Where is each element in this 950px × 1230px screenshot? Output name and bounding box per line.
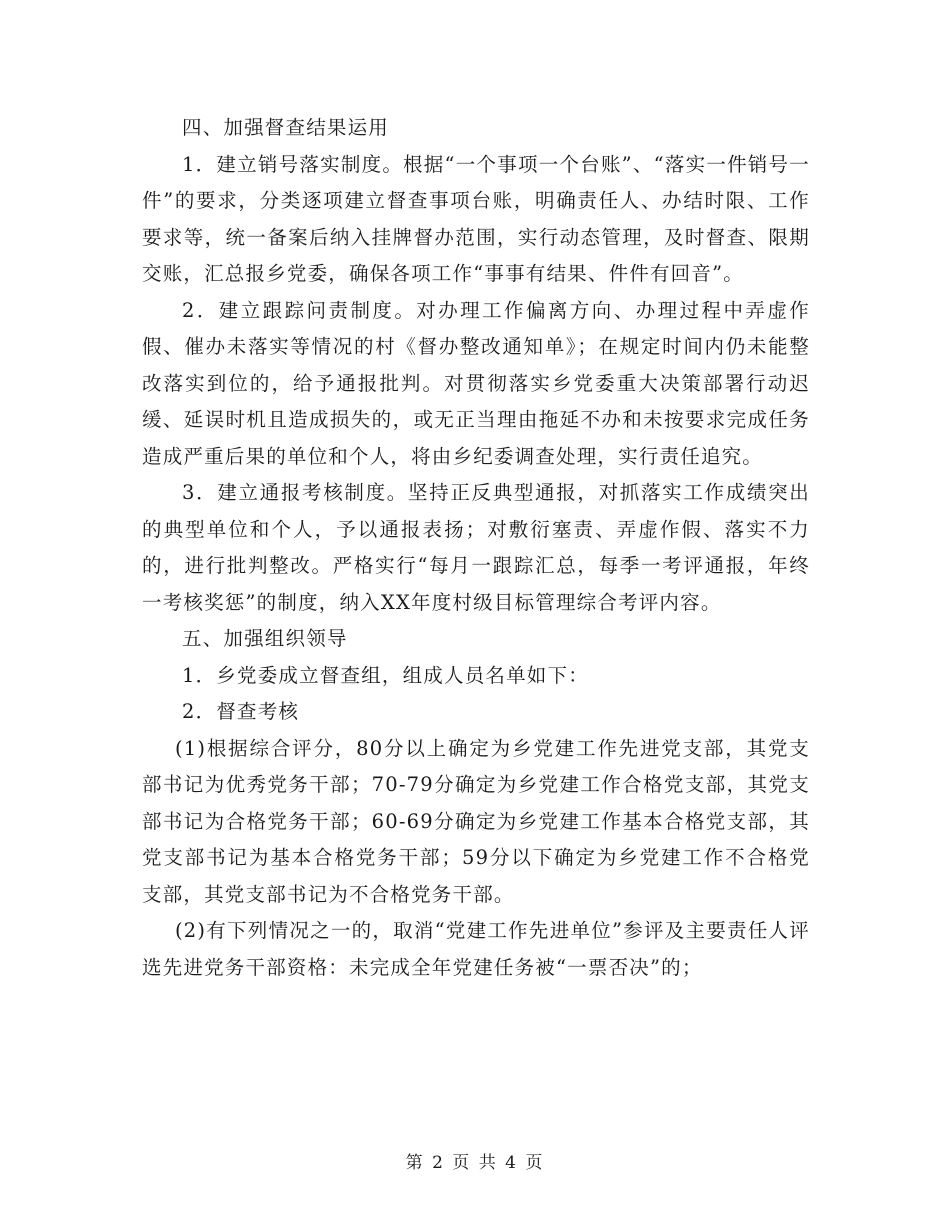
paragraph-4-2: 2．建立跟踪问责制度。对办理工作偏离方向、办理过程中弄虚作假、催办未落实等情况的村《督办整改通知单》；在规定时间内仍未能整改落实到位的，给予通报批判。对贯彻落实乡党委重大决策部署行动迟缓、延误时机且造成损失的，或无正当理由拖延不办和未按要求完成任务造成严重后果的单位和个人，将由乡纪委调查处理，实行责任追究。 (142, 298, 810, 468)
paragraph-4-3: 3．建立通报考核制度。坚持正反典型通报，对抓落实工作成绩突出的典型单位和个人，予以通报表扬；对敷衍塞责、弄虚作假、落实不力的，进行批判整改。严格实行“每月一跟踪汇总，每季一考评通报，年终一考核奖惩”的制度，纳入XX年度村级目标管理综合考评内容。 (142, 481, 810, 614)
page-number: 第 2 页 共 4 页 (405, 1153, 545, 1173)
section-heading-4: 四、加强督查结果运用 (182, 116, 390, 139)
paragraph-5-2-1: (1)根据综合评分，80分以上确定为乡党建工作先进党支部，其党支部书记为优秀党务干部；70-79分确定为乡党建工作合格党支部，其党支部书记为合格党务干部；60-69分确定为乡党建工作基本合格党支部，其党支部书记为基本合格党务干部；59分以下确定为乡党建工作不合格党支部，其党支部书记为不合格党务干部。 (142, 736, 810, 906)
document-body (142, 110, 810, 986)
section-heading-5: 五、加强组织领导 (182, 627, 348, 650)
paragraph-5-2-2: (2)有下列情况之一的，取消“党建工作先进单位”参评及主要责任人评选先进党务干部资格：未完成全年党建任务被“一票否决”的； (142, 919, 810, 979)
paragraph-5-1: 1．乡党委成立督查组，组成人员名单如下： (182, 663, 589, 687)
paragraph-4-1: 1．建立销号落实制度。根据“一个事项一个台账”、“落实一件销号一件”的要求，分类逐项建立督查事项台账，明确责任人、办结时限、工作要求等，统一备案后纳入挂牌督办范围，实行动态管理，及时督查、限期交账，汇总报乡党委，确保各项工作“事事有结果、件件有回音”。 (142, 152, 810, 285)
paragraph-5-2: 2．督查考核 (182, 700, 300, 723)
